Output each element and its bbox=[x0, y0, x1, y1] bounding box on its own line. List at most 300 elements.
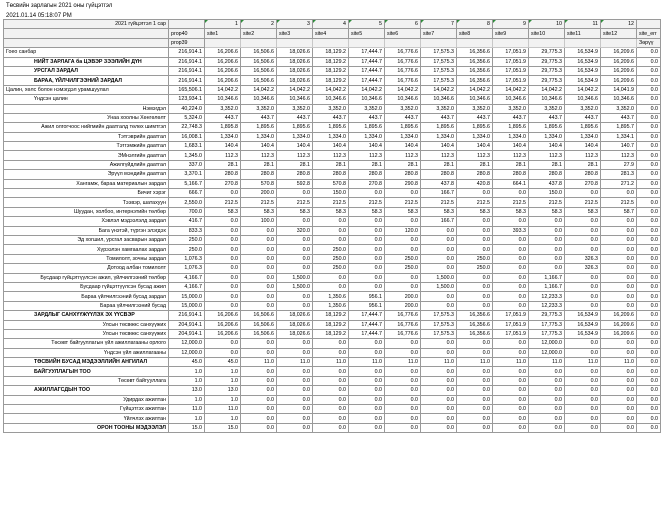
table-cell[interactable]: 956.1 bbox=[349, 301, 385, 310]
table-cell[interactable]: 14,042.2 bbox=[385, 85, 421, 94]
table-cell[interactable]: 112.3 bbox=[277, 151, 313, 160]
table-cell[interactable]: 250.0 bbox=[313, 245, 349, 254]
row-label[interactable]: Бараа үйлчилгээний бусад bbox=[4, 301, 169, 310]
table-cell[interactable]: 0.0 bbox=[241, 376, 277, 385]
table-cell[interactable]: 3,352.0 bbox=[205, 104, 241, 113]
table-cell[interactable]: 28.1 bbox=[241, 160, 277, 169]
month-header-7[interactable]: 7 bbox=[421, 20, 457, 29]
table-cell[interactable]: 10,346.6 bbox=[205, 95, 241, 104]
table-cell[interactable]: 10,346.6 bbox=[277, 95, 313, 104]
table-cell[interactable]: 0.0 bbox=[457, 301, 493, 310]
table-cell[interactable]: 28.1 bbox=[493, 160, 529, 169]
table-cell[interactable]: 0.0 bbox=[493, 423, 529, 432]
table-cell[interactable]: 0.0 bbox=[601, 282, 637, 291]
month-header-10[interactable]: 10 bbox=[529, 20, 565, 29]
row-label[interactable]: Эд хогшил, урсгал засварын зардал bbox=[4, 235, 169, 244]
table-cell[interactable]: 0.0 bbox=[529, 414, 565, 423]
table-cell[interactable]: 5,324.0 bbox=[169, 113, 205, 122]
table-cell[interactable]: 0.0 bbox=[529, 367, 565, 376]
table-cell[interactable]: 16,534.9 bbox=[565, 57, 601, 66]
table-cell[interactable]: 4,166.7 bbox=[169, 273, 205, 282]
table-cell[interactable]: 16,776.6 bbox=[385, 311, 421, 320]
table-cell[interactable]: 3,352.0 bbox=[529, 104, 565, 113]
table-cell[interactable]: 0.0 bbox=[205, 273, 241, 282]
table-cell[interactable]: 443.7 bbox=[241, 113, 277, 122]
table-cell[interactable]: 16,506.6 bbox=[241, 66, 277, 75]
table-cell[interactable]: 58.3 bbox=[493, 207, 529, 216]
table-cell[interactable]: 0.0 bbox=[349, 395, 385, 404]
table-cell[interactable]: 0.0 bbox=[457, 282, 493, 291]
table-cell[interactable]: 28.1 bbox=[565, 160, 601, 169]
table-cell[interactable]: 0.0 bbox=[493, 348, 529, 357]
table-cell[interactable]: 0.0 bbox=[313, 226, 349, 235]
table-cell[interactable]: 326.3 bbox=[565, 254, 601, 263]
table-cell[interactable]: 0.0 bbox=[349, 273, 385, 282]
table-cell[interactable]: 1.0 bbox=[205, 395, 241, 404]
table-cell[interactable]: 0.0 bbox=[313, 217, 349, 226]
table-cell[interactable]: 0.0 bbox=[277, 235, 313, 244]
table-cell[interactable]: 0.0 bbox=[529, 264, 565, 273]
table-cell[interactable]: 16,506.6 bbox=[241, 76, 277, 85]
table-cell[interactable]: 22,748.3 bbox=[169, 123, 205, 132]
table-cell[interactable]: 1,334.0 bbox=[349, 132, 385, 141]
table-cell[interactable]: 3,352.0 bbox=[457, 104, 493, 113]
table-cell[interactable]: 140.4 bbox=[313, 142, 349, 151]
table-cell[interactable]: 17,575.3 bbox=[421, 57, 457, 66]
month-header-8[interactable]: 8 bbox=[457, 20, 493, 29]
table-cell[interactable]: 2,550.0 bbox=[169, 198, 205, 207]
table-cell[interactable]: 0.0 bbox=[241, 367, 277, 376]
table-cell[interactable]: 0.0 bbox=[565, 395, 601, 404]
table-cell[interactable]: 250.0 bbox=[385, 254, 421, 263]
row-label[interactable]: Эрүүл мэндийн даатгал bbox=[4, 170, 169, 179]
table-cell[interactable]: 204,914.1 bbox=[169, 329, 205, 338]
table-cell[interactable]: 0.0 bbox=[457, 367, 493, 376]
table-cell[interactable]: 0.0 bbox=[205, 292, 241, 301]
table-cell[interactable]: 0.0 bbox=[205, 282, 241, 291]
table-cell[interactable]: 0.0 bbox=[565, 376, 601, 385]
table-cell[interactable]: 280.8 bbox=[385, 170, 421, 179]
table-cell[interactable]: 0.0 bbox=[601, 367, 637, 376]
table-cell[interactable]: 0.0 bbox=[421, 386, 457, 395]
table-cell[interactable]: 17,575.3 bbox=[421, 329, 457, 338]
table-cell[interactable]: 16,206.6 bbox=[205, 320, 241, 329]
table-cell[interactable]: 17,575.3 bbox=[421, 320, 457, 329]
table-cell[interactable]: 212.5 bbox=[565, 198, 601, 207]
corner-label[interactable]: 2021 гүйцэтгэл 1 сар bbox=[4, 20, 169, 29]
table-cell[interactable]: 0.0 bbox=[421, 405, 457, 414]
table-cell[interactable]: 0.0 bbox=[313, 282, 349, 291]
table-cell[interactable]: 1.0 bbox=[169, 414, 205, 423]
table-cell[interactable]: 0.0 bbox=[385, 414, 421, 423]
table-cell[interactable]: 0.0 bbox=[601, 423, 637, 432]
table-cell[interactable]: 1,895.6 bbox=[493, 123, 529, 132]
table-cell[interactable]: 0.0 bbox=[421, 367, 457, 376]
table-cell[interactable]: 140.4 bbox=[241, 142, 277, 151]
table-cell[interactable]: 1,334.0 bbox=[529, 132, 565, 141]
row-label[interactable]: Үндсэн үйл ажиллагааны bbox=[4, 348, 169, 357]
table-cell[interactable]: 17,575.3 bbox=[421, 48, 457, 57]
row-label[interactable]: Тээвэр, шатахуун bbox=[4, 198, 169, 207]
table-cell[interactable]: 666.7 bbox=[169, 189, 205, 198]
row-label[interactable]: Гүйцэтгэх ажилтан bbox=[4, 405, 169, 414]
table-cell[interactable]: 11.0 bbox=[457, 358, 493, 367]
table-cell[interactable]: 0.0 bbox=[529, 405, 565, 414]
table-cell[interactable]: 1.0 bbox=[169, 367, 205, 376]
table-cell[interactable]: 0.0 bbox=[637, 414, 661, 423]
table-cell[interactable]: 16,356.6 bbox=[457, 48, 493, 57]
table-cell[interactable]: 0.0 bbox=[529, 423, 565, 432]
row-label[interactable]: АЖИЛЛАГСДЫН ТОО bbox=[4, 386, 169, 395]
table-cell[interactable]: 0.0 bbox=[385, 189, 421, 198]
site-header-9[interactable]: site9 bbox=[493, 29, 529, 38]
table-cell[interactable]: 0.0 bbox=[493, 405, 529, 414]
table-cell[interactable]: 0.0 bbox=[565, 282, 601, 291]
table-cell[interactable]: 45.0 bbox=[205, 358, 241, 367]
month-header-12[interactable]: 12 bbox=[601, 20, 637, 29]
table-cell[interactable]: 0.0 bbox=[493, 376, 529, 385]
table-cell[interactable]: 0.0 bbox=[565, 339, 601, 348]
table-cell[interactable]: 0.0 bbox=[601, 264, 637, 273]
table-cell[interactable]: 0.0 bbox=[349, 423, 385, 432]
table-cell[interactable]: 17,775.3 bbox=[529, 329, 565, 338]
table-cell[interactable]: 3,352.0 bbox=[313, 104, 349, 113]
table-cell[interactable]: 58.3 bbox=[277, 207, 313, 216]
table-cell[interactable]: 100.0 bbox=[241, 217, 277, 226]
table-cell[interactable]: 16,534.9 bbox=[565, 320, 601, 329]
table-cell[interactable]: 0.0 bbox=[349, 217, 385, 226]
table-cell[interactable]: 17,575.3 bbox=[421, 76, 457, 85]
table-cell[interactable]: 18,026.6 bbox=[277, 329, 313, 338]
table-cell[interactable]: 1,895.6 bbox=[529, 123, 565, 132]
table-cell[interactable]: 11.0 bbox=[205, 405, 241, 414]
table-cell[interactable]: 13.0 bbox=[169, 386, 205, 395]
table-cell[interactable]: 58.3 bbox=[205, 207, 241, 216]
table-cell[interactable]: 0.0 bbox=[565, 423, 601, 432]
table-cell[interactable]: 16,356.6 bbox=[457, 76, 493, 85]
table-cell[interactable]: 1,345.0 bbox=[169, 151, 205, 160]
table-cell[interactable]: 3,352.0 bbox=[565, 104, 601, 113]
table-cell[interactable]: 18,129.2 bbox=[313, 76, 349, 85]
table-cell[interactable]: 0.0 bbox=[601, 245, 637, 254]
table-cell[interactable]: 0.0 bbox=[277, 245, 313, 254]
table-cell[interactable]: 443.7 bbox=[493, 113, 529, 122]
table-cell[interactable]: 0.0 bbox=[277, 292, 313, 301]
table-cell[interactable]: 437.8 bbox=[529, 179, 565, 188]
site-header-5[interactable]: site5 bbox=[349, 29, 385, 38]
table-cell[interactable]: 250.0 bbox=[169, 235, 205, 244]
table-cell[interactable]: 16,206.6 bbox=[205, 57, 241, 66]
table-cell[interactable]: 16,776.6 bbox=[385, 76, 421, 85]
table-cell[interactable]: 0.0 bbox=[601, 395, 637, 404]
table-cell[interactable]: 0.0 bbox=[421, 414, 457, 423]
table-cell[interactable]: 14,042.2 bbox=[205, 85, 241, 94]
row-label[interactable]: Бусдаар гүйцэтгүүлсэн бусад ажил bbox=[4, 282, 169, 291]
table-cell[interactable]: 833.3 bbox=[169, 226, 205, 235]
table-cell[interactable]: 28.1 bbox=[313, 160, 349, 169]
table-cell[interactable]: 14,042.2 bbox=[349, 85, 385, 94]
row-label[interactable]: Хүрээлэн хамгаалах зардал bbox=[4, 245, 169, 254]
table-cell[interactable]: 443.7 bbox=[601, 113, 637, 122]
table-cell[interactable]: 0.0 bbox=[241, 273, 277, 282]
table-cell[interactable]: 18,129.2 bbox=[313, 66, 349, 75]
table-cell[interactable]: 0.0 bbox=[493, 254, 529, 263]
table-cell[interactable]: 14,042.2 bbox=[421, 85, 457, 94]
table-cell[interactable]: 0.0 bbox=[457, 273, 493, 282]
table-cell[interactable]: 11.0 bbox=[313, 358, 349, 367]
table-cell[interactable]: 0.0 bbox=[313, 235, 349, 244]
table-cell[interactable]: 16,506.6 bbox=[241, 329, 277, 338]
table-cell[interactable]: 0.0 bbox=[349, 414, 385, 423]
table-cell[interactable]: 0.0 bbox=[385, 367, 421, 376]
table-cell[interactable]: 0.0 bbox=[637, 254, 661, 263]
table-cell[interactable]: 0.0 bbox=[421, 235, 457, 244]
table-cell[interactable]: 0.0 bbox=[565, 245, 601, 254]
table-cell[interactable]: 0.0 bbox=[601, 189, 637, 198]
table-cell[interactable]: 700.0 bbox=[169, 207, 205, 216]
table-cell[interactable]: 1,895.6 bbox=[385, 123, 421, 132]
table-cell[interactable]: 112.3 bbox=[601, 151, 637, 160]
table-cell[interactable]: 58.3 bbox=[349, 207, 385, 216]
table-cell[interactable]: 0.0 bbox=[385, 423, 421, 432]
table-cell[interactable]: 270.8 bbox=[565, 179, 601, 188]
table-cell[interactable]: 112.3 bbox=[457, 151, 493, 160]
table-cell[interactable]: 16,206.6 bbox=[205, 66, 241, 75]
table-cell[interactable]: 280.8 bbox=[421, 170, 457, 179]
table-cell[interactable]: 250.0 bbox=[457, 254, 493, 263]
site-header-4[interactable]: site4 bbox=[313, 29, 349, 38]
table-cell[interactable]: 16,534.9 bbox=[565, 48, 601, 57]
table-cell[interactable]: 0.0 bbox=[349, 226, 385, 235]
table-cell[interactable]: 17,575.3 bbox=[421, 66, 457, 75]
table-cell[interactable]: 18,026.6 bbox=[277, 311, 313, 320]
table-cell[interactable]: 0.0 bbox=[565, 217, 601, 226]
table-cell[interactable]: 0.0 bbox=[637, 151, 661, 160]
table-cell[interactable]: 0.0 bbox=[385, 273, 421, 282]
table-cell[interactable]: 0.0 bbox=[385, 245, 421, 254]
table-cell[interactable]: 3,352.0 bbox=[349, 104, 385, 113]
table-cell[interactable]: 0.0 bbox=[421, 348, 457, 357]
table-cell[interactable]: 16,209.6 bbox=[601, 329, 637, 338]
table-cell[interactable]: 1.0 bbox=[169, 376, 205, 385]
table-cell[interactable]: 17,444.7 bbox=[349, 57, 385, 66]
table-cell[interactable]: 112.3 bbox=[205, 151, 241, 160]
site-header-err[interactable]: site_err bbox=[637, 29, 661, 38]
table-cell[interactable]: 0.0 bbox=[205, 235, 241, 244]
table-cell[interactable]: 0.0 bbox=[313, 376, 349, 385]
table-cell[interactable]: 0.0 bbox=[565, 292, 601, 301]
table-cell[interactable]: 0.0 bbox=[241, 226, 277, 235]
table-cell[interactable]: 0.0 bbox=[529, 217, 565, 226]
table-cell[interactable]: 280.8 bbox=[349, 170, 385, 179]
table-cell[interactable]: 17,775.3 bbox=[529, 320, 565, 329]
row-label[interactable]: Бусдаар гүйцэтгүүлсэн ажил, үйлчилгээний төлбөр bbox=[4, 273, 169, 282]
table-cell[interactable]: 0.0 bbox=[601, 405, 637, 414]
table-cell[interactable]: 0.0 bbox=[205, 245, 241, 254]
table-cell[interactable]: 1,895.6 bbox=[349, 123, 385, 132]
month-header-9[interactable]: 9 bbox=[493, 20, 529, 29]
table-cell[interactable]: 18,129.2 bbox=[313, 57, 349, 66]
table-cell[interactable]: 0.0 bbox=[241, 423, 277, 432]
table-cell[interactable]: 0.0 bbox=[637, 376, 661, 385]
table-cell[interactable]: 337.0 bbox=[169, 160, 205, 169]
table-cell[interactable]: 140.4 bbox=[205, 142, 241, 151]
table-cell[interactable]: 140.4 bbox=[565, 142, 601, 151]
table-cell[interactable]: 0.0 bbox=[241, 301, 277, 310]
table-cell[interactable]: 11.0 bbox=[277, 358, 313, 367]
table-cell[interactable]: 0.0 bbox=[241, 235, 277, 244]
table-cell[interactable]: 212.5 bbox=[277, 198, 313, 207]
table-cell[interactable]: 140.4 bbox=[421, 142, 457, 151]
row-label[interactable]: Ажил олгогчоос нийгмийн даатгалд төлөх шимтгэл bbox=[4, 123, 169, 132]
table-cell[interactable]: 0.0 bbox=[457, 226, 493, 235]
table-cell[interactable]: 0.0 bbox=[313, 386, 349, 395]
row-label[interactable]: Унаа хоолны Хөнгөлөлт bbox=[4, 113, 169, 122]
table-cell[interactable]: 10,346.6 bbox=[421, 95, 457, 104]
table-cell[interactable]: 956.1 bbox=[349, 292, 385, 301]
table-cell[interactable]: 212.5 bbox=[493, 198, 529, 207]
table-cell[interactable]: 216,914.1 bbox=[169, 66, 205, 75]
table-cell[interactable]: 443.7 bbox=[457, 113, 493, 122]
table-cell[interactable]: 27.9 bbox=[601, 160, 637, 169]
table-cell[interactable]: 0.0 bbox=[637, 57, 661, 66]
table-cell[interactable]: 250.0 bbox=[313, 254, 349, 263]
table-cell[interactable]: 0.0 bbox=[637, 301, 661, 310]
table-cell[interactable]: 0.0 bbox=[313, 395, 349, 404]
month-header-5[interactable]: 5 bbox=[349, 20, 385, 29]
table-cell[interactable]: 0.0 bbox=[385, 348, 421, 357]
table-cell[interactable]: 0.0 bbox=[565, 273, 601, 282]
table-cell[interactable]: 58.3 bbox=[529, 207, 565, 216]
table-cell[interactable]: 0.0 bbox=[421, 339, 457, 348]
table-cell[interactable]: 1,334.1 bbox=[601, 132, 637, 141]
table-cell[interactable]: 0.0 bbox=[601, 414, 637, 423]
row-label[interactable]: Дотоод албан томилолт bbox=[4, 264, 169, 273]
table-cell[interactable]: 443.7 bbox=[313, 113, 349, 122]
table-cell[interactable]: 14,042.2 bbox=[241, 85, 277, 94]
zeruu-header[interactable]: Зөрүү bbox=[637, 38, 661, 47]
table-cell[interactable]: 0.0 bbox=[637, 85, 661, 94]
table-cell[interactable]: 0.0 bbox=[277, 367, 313, 376]
table-cell[interactable]: 0.0 bbox=[277, 376, 313, 385]
prop40-label[interactable]: prop40 bbox=[169, 29, 205, 38]
table-cell[interactable]: 28.1 bbox=[529, 160, 565, 169]
table-cell[interactable]: 0.0 bbox=[529, 235, 565, 244]
table-cell[interactable]: 14,042.2 bbox=[313, 85, 349, 94]
table-cell[interactable]: 0.0 bbox=[493, 301, 529, 310]
table-cell[interactable]: 58.3 bbox=[241, 207, 277, 216]
table-cell[interactable]: 1,895.7 bbox=[601, 123, 637, 132]
table-cell[interactable]: 14,042.2 bbox=[277, 85, 313, 94]
table-cell[interactable]: 16,506.6 bbox=[241, 57, 277, 66]
table-cell[interactable]: 3,352.0 bbox=[421, 104, 457, 113]
table-cell[interactable]: 58.3 bbox=[385, 207, 421, 216]
table-cell[interactable]: 0.0 bbox=[637, 142, 661, 151]
prop39-label[interactable]: prop39 bbox=[169, 38, 205, 47]
table-cell[interactable]: 0.0 bbox=[529, 395, 565, 404]
row-label[interactable]: ОРОН ТООНЫ МЭДЭЭЛЭЛ bbox=[4, 423, 169, 432]
table-cell[interactable]: 204,914.1 bbox=[169, 320, 205, 329]
table-cell[interactable]: 11.0 bbox=[493, 358, 529, 367]
table-cell[interactable]: 0.0 bbox=[601, 386, 637, 395]
month-header-4[interactable]: 4 bbox=[313, 20, 349, 29]
table-cell[interactable]: 0.0 bbox=[421, 301, 457, 310]
table-cell[interactable]: 16,776.6 bbox=[385, 48, 421, 57]
table-cell[interactable]: 0.0 bbox=[277, 405, 313, 414]
table-cell[interactable]: 0.0 bbox=[637, 123, 661, 132]
table-cell[interactable]: 17,051.9 bbox=[493, 57, 529, 66]
table-cell[interactable]: 1,895.6 bbox=[565, 123, 601, 132]
table-cell[interactable]: 0.0 bbox=[493, 292, 529, 301]
table-cell[interactable]: 16,534.9 bbox=[565, 329, 601, 338]
table-cell[interactable]: 0.0 bbox=[601, 254, 637, 263]
table-cell[interactable]: 17,444.7 bbox=[349, 329, 385, 338]
table-cell[interactable]: 592.8 bbox=[277, 179, 313, 188]
table-cell[interactable]: 0.0 bbox=[637, 282, 661, 291]
table-cell[interactable]: 0.0 bbox=[277, 395, 313, 404]
table-cell[interactable]: 1,895.6 bbox=[457, 123, 493, 132]
table-cell[interactable]: 3,352.0 bbox=[277, 104, 313, 113]
table-cell[interactable]: 0.0 bbox=[565, 235, 601, 244]
table-cell[interactable]: 1.0 bbox=[205, 414, 241, 423]
table-cell[interactable]: 16,356.6 bbox=[457, 311, 493, 320]
table-cell[interactable]: 3,370.1 bbox=[169, 170, 205, 179]
table-cell[interactable]: 0.0 bbox=[205, 301, 241, 310]
table-cell[interactable]: 140.7 bbox=[601, 142, 637, 151]
table-cell[interactable]: 0.0 bbox=[637, 367, 661, 376]
table-cell[interactable]: 11.0 bbox=[421, 358, 457, 367]
table-cell[interactable]: 281.3 bbox=[601, 170, 637, 179]
table-cell[interactable]: 0.0 bbox=[493, 395, 529, 404]
row-label[interactable]: Томилолт, зочны зардал bbox=[4, 254, 169, 263]
table-cell[interactable]: 0.0 bbox=[529, 226, 565, 235]
table-cell[interactable]: 0.0 bbox=[637, 179, 661, 188]
table-cell[interactable]: 0.0 bbox=[313, 423, 349, 432]
table-cell[interactable]: 0.0 bbox=[349, 264, 385, 273]
table-cell[interactable]: 0.0 bbox=[313, 273, 349, 282]
table-cell[interactable]: 200.0 bbox=[385, 292, 421, 301]
table-cell[interactable]: 0.0 bbox=[205, 189, 241, 198]
table-cell[interactable]: 0.0 bbox=[241, 245, 277, 254]
table-cell[interactable]: 112.3 bbox=[529, 151, 565, 160]
table-cell[interactable]: 250.0 bbox=[385, 264, 421, 273]
table-cell[interactable]: 0.0 bbox=[493, 282, 529, 291]
table-cell[interactable]: 12,000.0 bbox=[529, 339, 565, 348]
table-cell[interactable]: 0.0 bbox=[637, 132, 661, 141]
table-cell[interactable]: 16,206.6 bbox=[205, 329, 241, 338]
table-cell[interactable]: 29,775.3 bbox=[529, 76, 565, 85]
table-cell[interactable]: 17,575.3 bbox=[421, 311, 457, 320]
table-cell[interactable]: 0.0 bbox=[601, 273, 637, 282]
table-cell[interactable]: 250.0 bbox=[313, 264, 349, 273]
table-cell[interactable]: 0.0 bbox=[349, 235, 385, 244]
row-label[interactable]: Төсөвт байгууллагын үйл ажиллагааны орлого bbox=[4, 339, 169, 348]
table-cell[interactable]: 12,233.3 bbox=[529, 301, 565, 310]
table-cell[interactable]: 216,914.1 bbox=[169, 57, 205, 66]
table-cell[interactable]: 16,206.6 bbox=[205, 48, 241, 57]
month-header-11[interactable]: 11 bbox=[565, 20, 601, 29]
table-cell[interactable]: 3,352.0 bbox=[601, 104, 637, 113]
table-cell[interactable]: 0.0 bbox=[529, 386, 565, 395]
table-cell[interactable]: 0.0 bbox=[565, 405, 601, 414]
table-cell[interactable]: 280.8 bbox=[277, 170, 313, 179]
table-cell[interactable]: 212.5 bbox=[601, 198, 637, 207]
table-cell[interactable]: 0.0 bbox=[637, 95, 661, 104]
table-cell[interactable]: 0.0 bbox=[313, 414, 349, 423]
table-cell[interactable]: 3,352.0 bbox=[241, 104, 277, 113]
table-cell[interactable]: 1.0 bbox=[205, 376, 241, 385]
table-cell[interactable]: 0.0 bbox=[241, 339, 277, 348]
